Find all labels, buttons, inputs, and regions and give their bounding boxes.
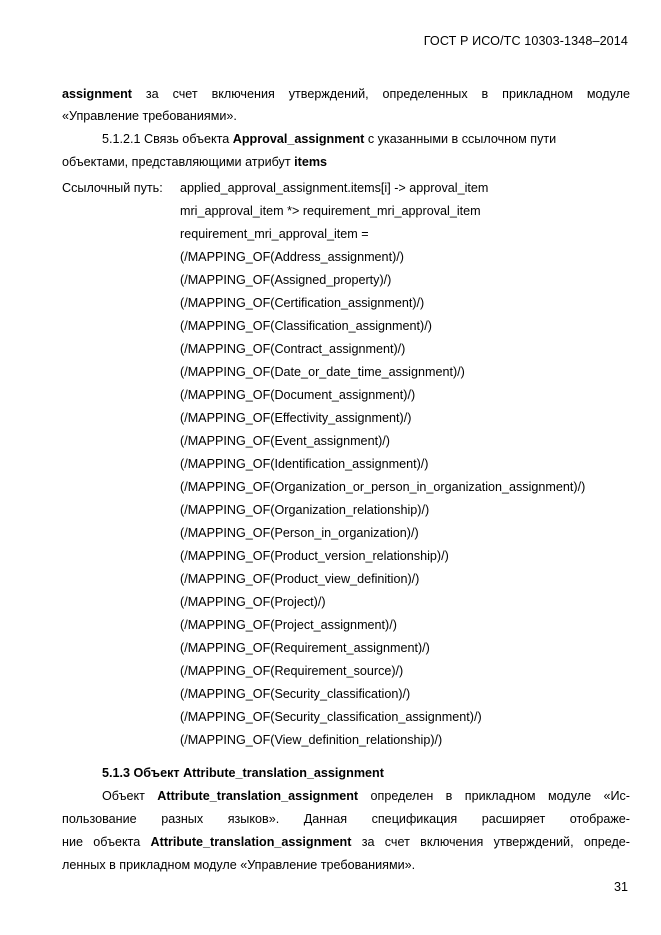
- p-line-1-b: определен в прикладном модуле «Ис-: [358, 789, 631, 803]
- subsection-5-1-2-1-line-2: [62, 154, 327, 170]
- reference-path-line: (/MAPPING_OF(Organization_or_person_in_organization_assignment)/): [180, 480, 586, 494]
- p-line-3-b: за счет включения утверждений, опреде-: [351, 835, 630, 849]
- reference-path-line: (/MAPPING_OF(Product_version_relationship)/): [180, 549, 449, 563]
- reference-path-line: (/MAPPING_OF(Identification_assignment)/): [180, 457, 429, 471]
- reference-path-line: (/MAPPING_OF(Security_classification_assignment)/): [180, 710, 482, 724]
- reference-path-line: (/MAPPING_OF(Person_in_organization)/): [180, 526, 419, 540]
- intro-entity-name: assignment: [62, 87, 132, 101]
- subsection-suffix: с указанными в ссылочном пути: [364, 132, 557, 146]
- reference-path-line: (/MAPPING_OF(Project_assignment)/): [180, 618, 397, 632]
- subsection-attribute: items: [294, 155, 328, 169]
- subsection-prefix: 5.1.2.1 Связь объекта: [102, 132, 233, 146]
- reference-path-line: (/MAPPING_OF(Contract_assignment)/): [180, 342, 406, 356]
- p-line-1-entity: Attribute_translation_assignment: [157, 789, 359, 803]
- reference-path-line: (/MAPPING_OF(Document_assignment)/): [180, 388, 416, 402]
- reference-path-line: (/MAPPING_OF(Security_classification)/): [180, 687, 411, 701]
- reference-path-line: (/MAPPING_OF(View_definition_relationship)/): [180, 733, 443, 747]
- reference-path-line: (/MAPPING_OF(Project)/): [180, 595, 326, 609]
- subsection-entity: Approval_assignment: [232, 132, 365, 146]
- subsection-5-1-2-1-line-1: [102, 131, 556, 147]
- reference-path-label: Ссылочный путь:: [62, 181, 163, 195]
- reference-path-line: (/MAPPING_OF(Requirement_assignment)/): [180, 641, 430, 655]
- reference-path-line: (/MAPPING_OF(Certification_assignment)/): [180, 296, 425, 310]
- reference-path-line: (/MAPPING_OF(Address_assignment)/): [180, 250, 404, 264]
- reference-path-line: (/MAPPING_OF(Date_or_date_time_assignment)/): [180, 365, 465, 379]
- subsection-5-1-3-line-1: [102, 788, 630, 804]
- p-line-3-a: ние объекта: [62, 835, 151, 849]
- reference-path-line: (/MAPPING_OF(Classification_assignment)/): [180, 319, 432, 333]
- subsection-5-1-3-heading: 5.1.3 Объект Attribute_translation_assignment: [102, 766, 384, 780]
- p-line-3-entity: Attribute_translation_assignment: [150, 835, 352, 849]
- reference-path-line: applied_approval_assignment.items[i] -> approval_item: [180, 181, 489, 195]
- reference-path-line: (/MAPPING_OF(Organization_relationship)/): [180, 503, 430, 517]
- reference-path-line: mri_approval_item *> requirement_mri_approval_item: [180, 204, 481, 218]
- intro-line-1: [62, 86, 630, 102]
- subsection-line-2-text: объектами, представляющими атрибут: [62, 155, 295, 169]
- page-number: 31: [613, 880, 628, 894]
- reference-path-line: (/MAPPING_OF(Requirement_source)/): [180, 664, 404, 678]
- subsection-5-1-3-line-3: [62, 834, 630, 850]
- reference-path-line: (/MAPPING_OF(Assigned_property)/): [180, 273, 392, 287]
- document-header: ГОСТ Р ИСО/ТС 10303-1348–2014: [423, 34, 628, 48]
- subsection-5-1-3-line-4: ленных в прикладном модуле «Управление требованиями».: [62, 858, 416, 872]
- intro-line-1-text: за счет включения утверждений, определенных в прикладном модуле: [132, 87, 630, 101]
- p-line-1-a: Объект: [102, 789, 158, 803]
- reference-path-line: (/MAPPING_OF(Effectivity_assignment)/): [180, 411, 412, 425]
- intro-line-2: «Управление требованиями».: [62, 109, 237, 123]
- reference-path-line: (/MAPPING_OF(Event_assignment)/): [180, 434, 390, 448]
- reference-path-line: requirement_mri_approval_item =: [180, 227, 369, 241]
- reference-path-line: (/MAPPING_OF(Product_view_definition)/): [180, 572, 420, 586]
- subsection-5-1-3-line-2: пользование разных языков». Данная спецификация расширяет отображе-: [62, 812, 630, 826]
